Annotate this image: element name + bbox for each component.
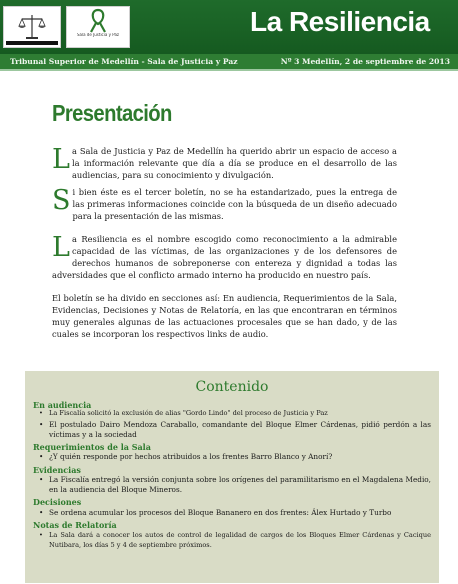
list-item-text: ¿Y quién responde por hechos atribuidos a los frentes Barro Blanco y Anorí?	[49, 452, 333, 461]
bullet: •	[39, 475, 44, 484]
dropcap: S	[52, 185, 71, 216]
section-decisiones: Decisiones	[33, 497, 82, 507]
tribunal-logo	[3, 6, 61, 48]
bullet: •	[39, 508, 44, 517]
list-item[interactable]	[39, 508, 431, 518]
list-item[interactable]	[39, 409, 431, 419]
section-notas-relatoria: Notas de Relatoría	[33, 520, 117, 530]
organization-name: Tribunal Superior de Medellín - Sala de Justicia y Paz	[10, 57, 238, 66]
section-en-audiencia: En audiencia	[33, 400, 92, 410]
paragraph-text: i bien éste es el tercer boletín, no se ha estandarizado, pues la entrega de las primeras informaciones coincide con la búsqueda de un diseño adecuado para la presentación de las mismas.	[72, 187, 397, 221]
paragraph-text: a Sala de Justicia y Paz de Medellín ha querido abrir un espacio de acceso a la información relevante que día a día se produce en el desarrollo de las audiencias, para su conocimiento y divulgación.	[71, 146, 397, 180]
ribbon-icon	[67, 7, 129, 33]
list-item[interactable]	[39, 452, 431, 462]
list-item[interactable]	[39, 531, 431, 550]
bullet: •	[39, 531, 43, 539]
bullet: •	[39, 409, 43, 417]
bullet: •	[39, 420, 44, 429]
issue-info: Nº 3 Medellín, 2 de septiembre de 2013	[280, 57, 450, 66]
list-item-text: La Fiscalía solicitó la exclusión de alias "Gordo Lindo" del proceso de Justicia y Paz	[49, 409, 328, 417]
dropcap: L	[52, 232, 70, 263]
paragraph-text: a Resiliencia es el nombre escogido como reconocimiento a la admirable capacidad de las víctimas, de las organizaciones y de los defensores de derechos humanos de sobreponerse con entereza y dignidad a todas las adversidades que el conflicto armado interno ha producido en nuestro país.	[52, 234, 397, 280]
contents-title: Contenido	[195, 379, 269, 395]
scales-of-justice-icon	[4, 7, 60, 47]
subheader-bar	[0, 54, 458, 69]
sala-logo-caption: Sala de Justicia y Paz	[76, 33, 120, 37]
bullet: •	[39, 452, 44, 461]
paragraph-1	[52, 146, 397, 182]
newsletter-title: La Resiliencia	[250, 6, 430, 37]
list-item[interactable]	[39, 475, 431, 495]
list-item-text: El postulado Dairo Mendoza Caraballo, comandante del Bloque Elmer Cárdenas, pidió perdón a las víctimas y a la sociedad	[49, 420, 431, 439]
list-item-text: La Fiscalía entregó la versión conjunta sobre los orígenes del paramilitarismo en el Magdalena Medio, en la audiencia del Bloque Mineros.	[49, 475, 431, 494]
divider	[0, 69, 458, 71]
dropcap: L	[52, 144, 70, 175]
list-item-text: Se ordena acumular los procesos del Bloque Bananero en dos frentes: Álex Hurtado y Turbo	[49, 508, 392, 517]
sala-logo	[66, 6, 130, 48]
section-requerimientos: Requerimientos de la Sala	[33, 442, 151, 452]
paragraph-4: El boletín se ha divido en secciones así: En audiencia, Requerimientos de la Sala, Evidencias, Decisiones y Notas de Relatoría, en las que encontraran en términos muy generales algunas de las actuaciones procesales que se han dado, y de las cuales se incorporan los respectivos links de audio.	[52, 293, 397, 339]
list-item[interactable]	[39, 420, 431, 440]
contents-box	[25, 371, 439, 583]
masthead	[0, 0, 458, 54]
paragraph-2	[52, 187, 397, 223]
presentation-title: Presentación	[52, 100, 172, 126]
list-item-text: La Sala dará a conocer los autos de control de legalidad de cargos de los Bloques Elmer Cárdenas y Cacique Nutibara, los días 5 y 4 de septiembre próximos.	[49, 531, 431, 549]
paragraph-3	[52, 234, 397, 282]
section-evidencias: Evidencias	[33, 465, 81, 475]
